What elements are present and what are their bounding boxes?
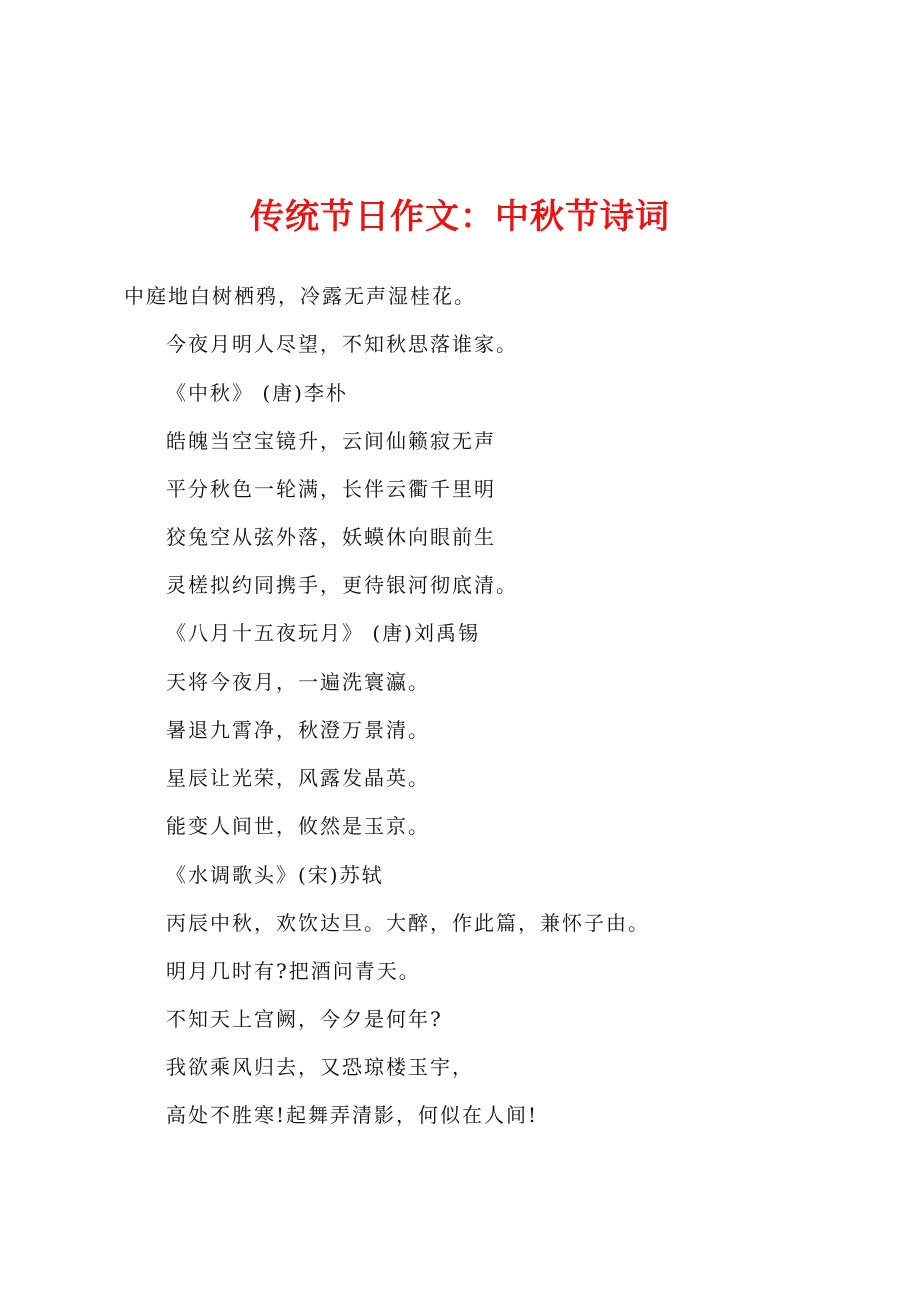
text-line: 狡兔空从弦外落，妖蟆休向眼前生 [166,525,496,549]
text-line: 皓魄当空宝镜升，云间仙籁寂无声 [166,429,496,453]
text-line: 平分秋色一轮满，长伴云衢千里明 [166,477,496,501]
text-line: 能变人间世，攸然是玉京。 [166,814,430,838]
text-line: 中庭地白树栖鸦，冷露无声湿桂花。 [124,284,476,308]
text-line: 不知天上宫阙，今夕是何年? [166,1007,443,1031]
text-line: 天将今夜月，一遍洗寰瀛。 [166,670,430,694]
text-line: 我欲乘风归去，又恐琼楼玉宇， [166,1055,474,1079]
text-line: 星辰让光荣，风露发晶英。 [166,766,430,790]
page-title: 传统节日作文：中秋节诗词 [250,197,670,237]
text-line: 丙辰中秋，欢饮达旦。大醉，作此篇，兼怀子由。 [166,911,650,935]
text-line: 今夜月明人尽望，不知秋思落谁家。 [166,332,518,356]
poem-heading: 《中秋》 (唐)李朴 [166,381,348,405]
text-line: 高处不胜寒!起舞弄清影，何似在人间! [166,1103,539,1127]
text-line: 暑退九霄净，秋澄万景清。 [166,718,430,742]
text-line: 明月几时有?把酒问青天。 [166,959,421,983]
text-line: 灵槎拟约同携手，更待银河彻底清。 [166,573,518,597]
poem-heading: 《水调歌头》(宋)苏轼 [166,863,384,887]
poem-heading: 《八月十五夜玩月》 (唐)刘禹锡 [166,621,480,645]
